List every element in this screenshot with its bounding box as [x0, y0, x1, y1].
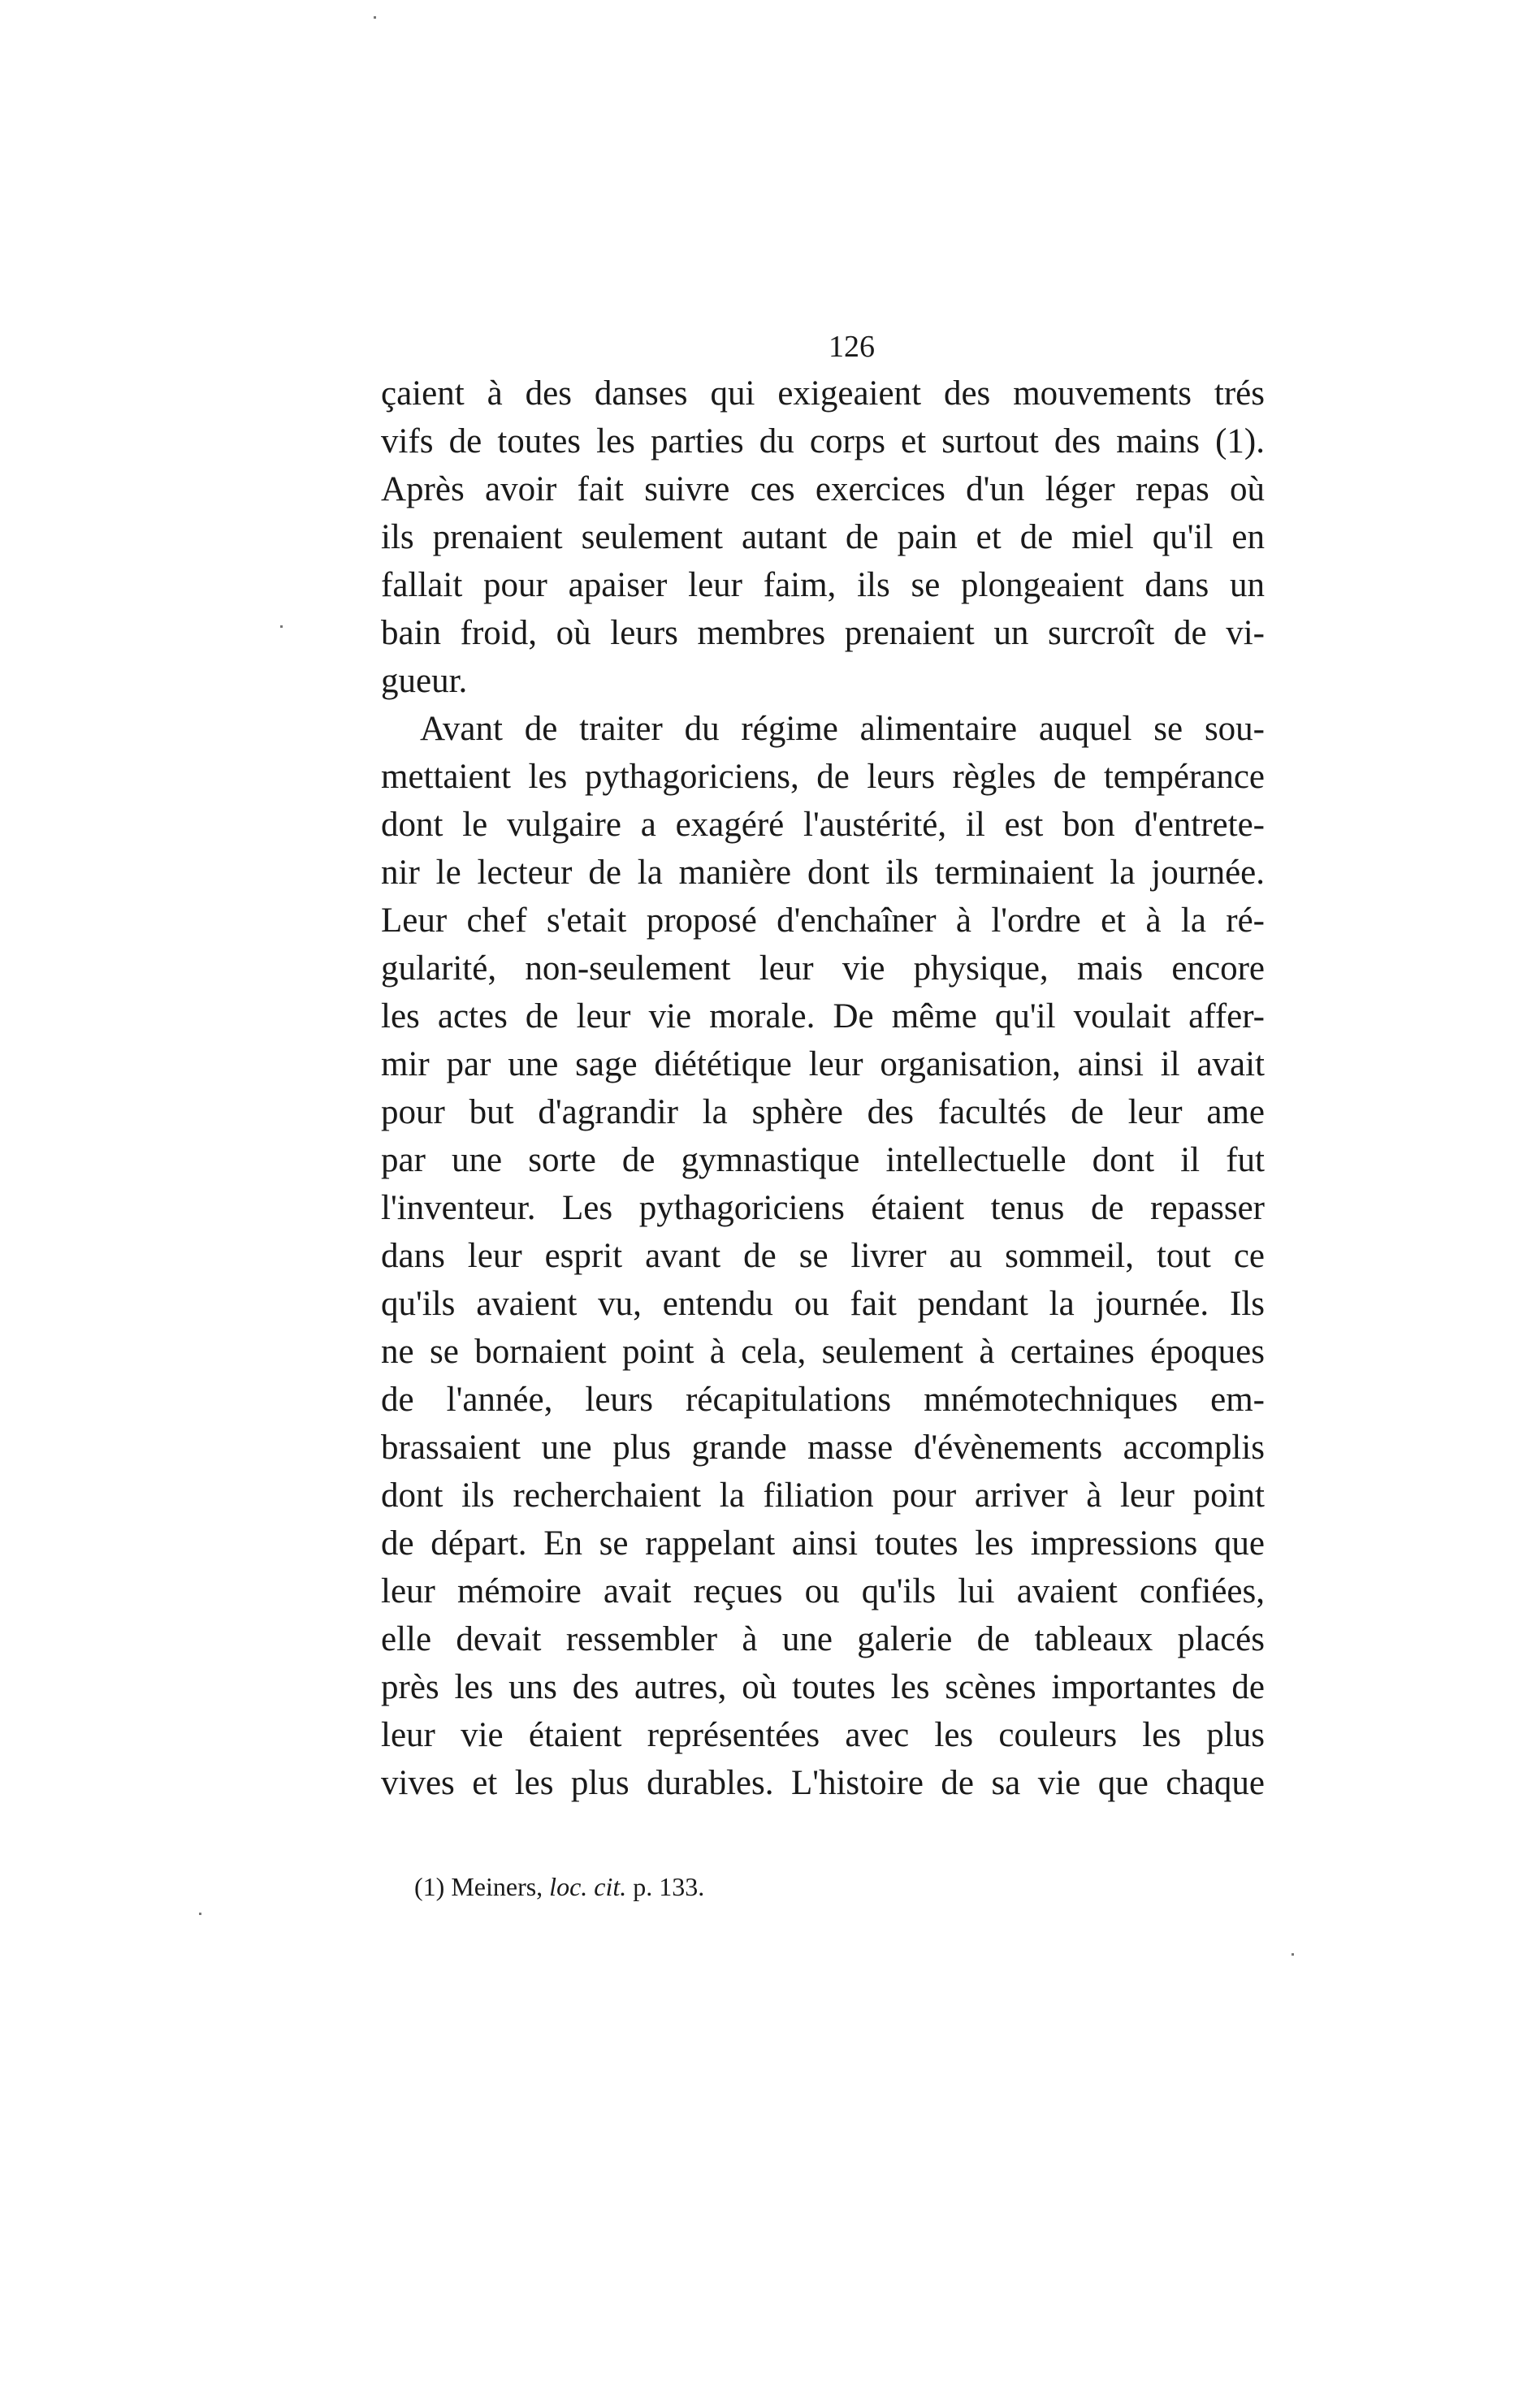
text-line: mettaient les pythagoriciens, de leurs règles de tempérance	[381, 758, 1265, 796]
text-line: elle devait ressembler à une galerie de tableaux placés	[381, 1620, 1265, 1658]
text-line: les actes de leur vie morale. De même qu'il voulait affer-	[381, 997, 1265, 1035]
footnote-marker: (1)	[414, 1872, 445, 1901]
footnote-author: Meiners,	[451, 1872, 543, 1901]
text-line: brassaient une plus grande masse d'évènements accomplis	[381, 1429, 1265, 1467]
text-line: dont ils recherchaient la filiation pour arriver à leur point	[381, 1476, 1265, 1515]
text-line: leur mémoire avait reçues ou qu'ils lui avaient confiées,	[381, 1572, 1265, 1610]
text-line: gueur.	[381, 662, 468, 700]
text-line: Après avoir fait suivre ces exercices d'un léger repas où	[381, 470, 1265, 508]
text-line: dont le vulgaire a exagéré l'austérité, il est bon d'entrete-	[381, 806, 1265, 844]
footnote-page: p. 133.	[633, 1872, 705, 1901]
text-line: Leur chef s'etait proposé d'enchaîner à l'ordre et à la ré-	[381, 901, 1265, 940]
text-line: leur vie étaient représentées avec les couleurs les plus	[381, 1716, 1265, 1754]
text-line: par une sorte de gymnastique intellectuelle dont il fut	[381, 1141, 1265, 1179]
text-line: près les uns des autres, où toutes les scènes importantes de	[381, 1668, 1265, 1706]
scan-speck	[374, 16, 376, 19]
text-line: nir le lecteur de la manière dont ils terminaient la journée.	[381, 854, 1265, 892]
text-line: vifs de toutes les parties du corps et surtout des mains (1).	[381, 422, 1265, 460]
text-line: fallait pour apaiser leur faim, ils se plongeaient dans un	[381, 566, 1265, 604]
text-line: bain froid, où leurs membres prenaient un surcroît de vi-	[381, 614, 1265, 652]
text-line: qu'ils avaient vu, entendu ou fait pendant la journée. Ils	[381, 1285, 1265, 1323]
text-line: mir par une sage diététique leur organisation, ainsi il avait	[381, 1045, 1265, 1083]
text-line: ne se bornaient point à cela, seulement à certaines époques	[381, 1333, 1265, 1371]
footnote	[414, 1872, 704, 1902]
text-line: de départ. En se rappelant ainsi toutes les impressions que	[381, 1524, 1265, 1563]
scan-speck	[280, 625, 283, 628]
text-line: de l'année, leurs récapitulations mnémotechniques em-	[381, 1381, 1265, 1419]
scan-speck	[199, 1913, 201, 1915]
text-line: l'inventeur. Les pythagoriciens étaient tenus de repasser	[381, 1189, 1265, 1227]
page-number: 126	[829, 330, 875, 364]
text-line: vives et les plus durables. L'histoire de sa vie que chaque	[381, 1764, 1265, 1802]
text-line: çaient à des danses qui exigeaient des mouvements trés	[381, 374, 1265, 413]
scan-speck	[1292, 1953, 1294, 1956]
body-text	[381, 370, 1265, 1807]
text-line: Avant de traiter du régime alimentaire auquel se sou-	[420, 710, 1265, 748]
text-line: dans leur esprit avant de se livrer au sommeil, tout ce	[381, 1237, 1265, 1275]
text-line: ils prenaient seulement autant de pain et de miel qu'il en	[381, 518, 1265, 556]
footnote-ref: loc. cit.	[549, 1872, 627, 1901]
text-line: gularité, non-seulement leur vie physique, mais encore	[381, 949, 1265, 988]
text-line: pour but d'agrandir la sphère des facultés de leur ame	[381, 1093, 1265, 1131]
